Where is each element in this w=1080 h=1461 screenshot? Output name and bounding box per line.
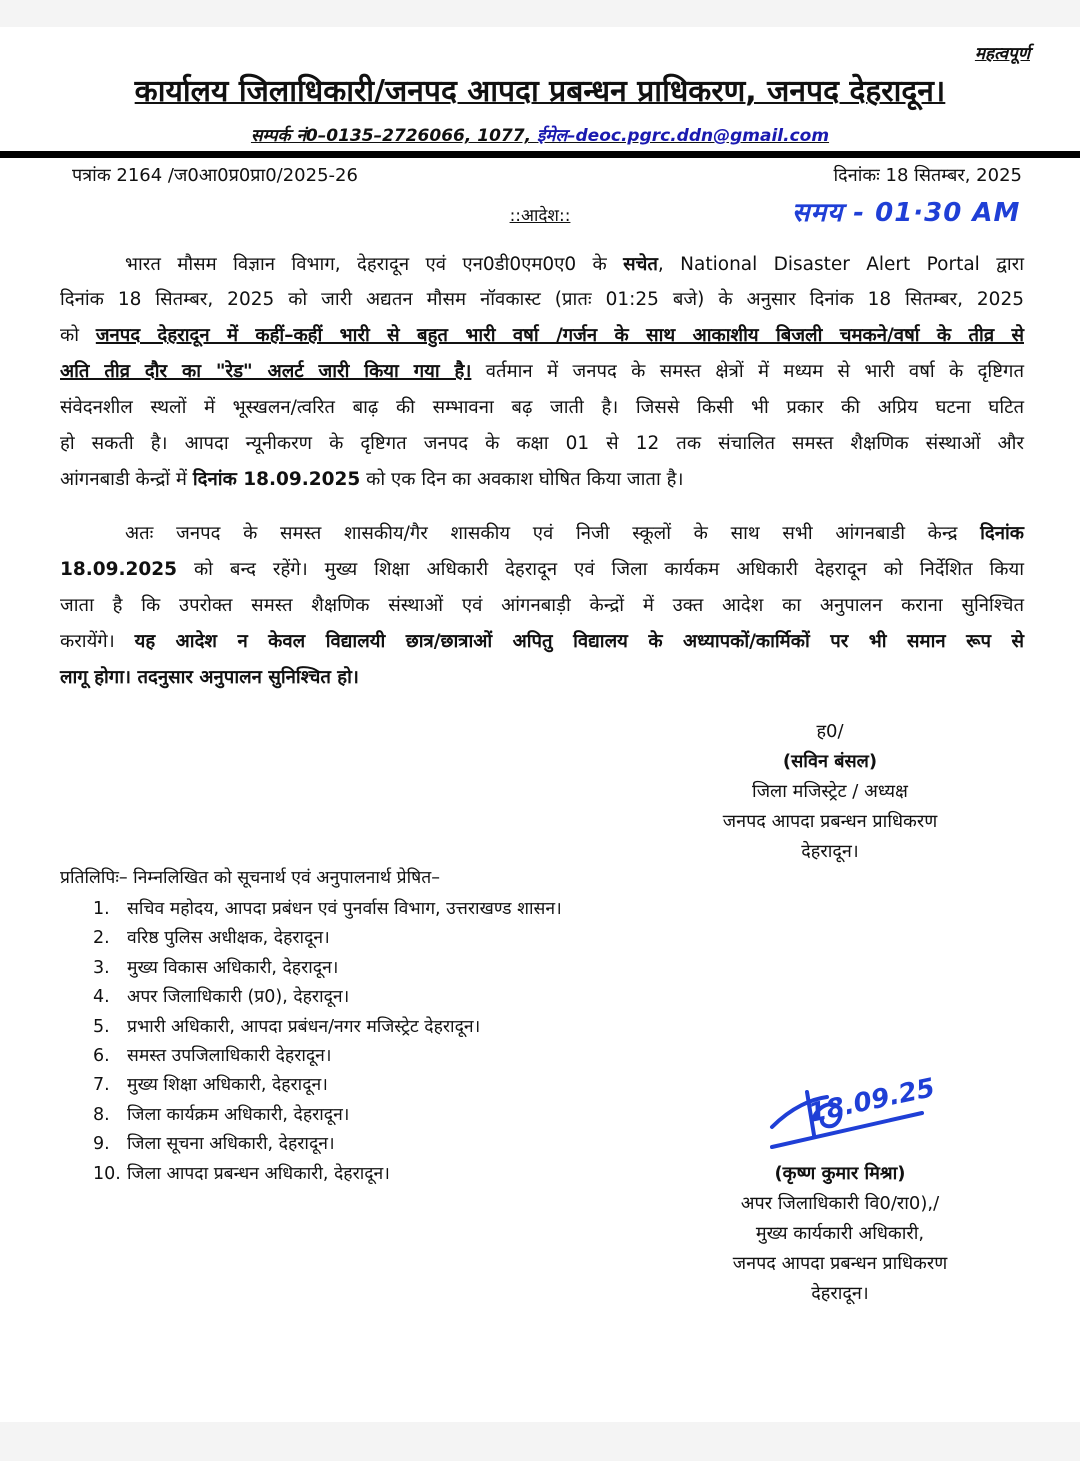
paragraph1-line7: [60, 466, 683, 491]
item-number: 9.: [93, 1134, 110, 1155]
copy-to-item: [93, 924, 562, 953]
paragraph2-line2: [60, 556, 1024, 581]
item-number: 7.: [93, 1075, 110, 1096]
paragraph1-line2: दिनांक 18 सितम्बर, 2025 को जारी अद्यतन मौसम नॉवकास्ट (प्रातः 01:25 बजे) के अनुसार दिनांक 18 सितम्बर, 2025: [60, 289, 1024, 310]
order-heading: ::आदेश::: [509, 206, 571, 226]
item-text: जिला आपदा प्रबन्धन अधिकारी, देहरादून।: [127, 1163, 390, 1184]
copy-to-item: [93, 1160, 562, 1189]
reference-number: पत्रांक 2164 /ज0आ0प्र0प्रा0/2025-26: [72, 165, 358, 186]
paragraph2-line4: [60, 628, 1024, 653]
contact-line: [0, 123, 1080, 146]
text-span: करायेंगे।: [60, 631, 135, 652]
contact-email-link[interactable]: ईमेल–deoc.pgrc.ddn@gmail.com: [536, 126, 830, 146]
paragraph1-line5: संवेदनशील स्थलों में भूस्खलन/त्वरित बाढ़ की सम्भावना बढ़ जाती है। जिससे किसी भी प्रकार की अप्रिय घटना घटित: [60, 397, 1024, 418]
item-text: वरिष्ठ पुलिस अधीक्षक, देहरादून।: [127, 928, 330, 949]
signatory2-designation: अपर जिलाधिकारी वि0/रा0),/: [740, 1193, 940, 1214]
text-span: अतः जनपद के समस्त शासकीय/गैर शासकीय एवं निजी स्कूलों के साथ सभी आंगनबाडी केन्द्र: [125, 523, 981, 544]
red-alert-highlight: अति तीव्र दौर का "रेड" अलर्ट जारी किया गया है।: [60, 361, 472, 382]
paragraph1-line3: [60, 322, 1024, 347]
signatory1-designation: जिला मजिस्ट्रेट / अध्यक्ष: [752, 781, 908, 802]
document-date: दिनांकः 18 सितम्बर, 2025: [833, 165, 1022, 186]
document-page: [0, 27, 1080, 1422]
paragraph2-line1: [125, 520, 1024, 545]
paragraph1-line6: हो सकती है। आपदा न्यूनीकरण के दृष्टिगत जनपद के कक्षा 01 से 12 तक संचालित समस्त शैक्षणिक संस्थाओं और: [60, 433, 1024, 454]
text-span: आंगनबाडी केन्द्रों में: [60, 469, 193, 490]
applicability-note: यह आदेश न केवल विद्यालयी छात्र/छात्राओं अपितु विद्यालय के अध्यापकों/कार्मिकों पर भी समान रूप से: [134, 631, 1024, 652]
item-text: जिला कार्यक्रम अधिकारी, देहरादून।: [127, 1104, 350, 1125]
item-text: अपर जिलाधिकारी (प्र0), देहरादून।: [127, 987, 350, 1008]
copy-to-item: [93, 895, 562, 924]
importance-label: महत्वपूर्ण: [974, 44, 1030, 64]
alert-word: सचेत: [623, 254, 658, 275]
signatory2-authority: जनपद आपदा प्रबन्धन प्राधिकरण: [732, 1253, 948, 1274]
signatory2-block: [680, 1159, 1000, 1309]
item-number: 8.: [93, 1104, 110, 1125]
text-span: को बन्द रहेंगे। मुख्य शिक्षा अधिकारी देहरादून एवं जिला कार्यकम अधिकारी देहरादून को निर्देशित किया: [177, 559, 1024, 580]
signatory1-block: [680, 717, 980, 867]
item-number: 6.: [93, 1046, 110, 1067]
sign-mark: ह0/: [816, 721, 844, 742]
item-text: प्रभारी अधिकारी, आपदा प्रबंधन/नगर मजिस्ट्रेट देहरादून।: [127, 1016, 481, 1037]
office-title: कार्यालय जिलाधिकारी/जनपद आपदा प्रबन्धन प्राधिकरण, जनपद देहरादून।: [134, 74, 946, 109]
text-span: भारत मौसम विज्ञान विभाग, देहरादून एवं एन0डी0एम0ए0 के: [125, 254, 624, 275]
copy-to-list: [93, 895, 562, 1189]
text-span: को एक दिन का अवकाश घोषित किया जाता है।: [360, 469, 684, 490]
item-number: 10.: [93, 1163, 121, 1184]
signatory2-name: (कृष्ण कुमार मिश्रा): [774, 1163, 906, 1184]
copy-to-item: [93, 1101, 562, 1130]
item-number: 5.: [93, 1016, 110, 1037]
text-span: वर्तमान में जनपद के समस्त क्षेत्रों में मध्यम से भारी वर्षा के दृष्टिगत: [471, 361, 1024, 382]
item-text: जिला सूचना अधिकारी, देहरादून।: [127, 1134, 335, 1155]
header-divider: [0, 151, 1080, 158]
closure-date: 18.09.2025: [60, 559, 178, 580]
text-span: , National Disaster Alert Portal द्वारा: [657, 254, 1024, 275]
copy-to-item: [93, 1130, 562, 1159]
paragraph1-line4: [60, 358, 1024, 383]
signatory1-authority: जनपद आपदा प्रबन्धन प्राधिकरण: [722, 811, 938, 832]
paragraph2-line3: जाता है कि उपरोक्त समस्त शैक्षणिक संस्थाओं एवं आंगनबाड़ी केन्द्रों में उक्त आदेश का अनुपालन कराना सुनिश्चित: [60, 595, 1024, 616]
item-number: 2.: [93, 928, 110, 949]
signatory2-place: देहरादून।: [811, 1283, 869, 1304]
holiday-date: दिनांक 18.09.2025: [192, 469, 361, 490]
red-alert-highlight: जनपद देहरादून में कहीं–कहीं भारी से बहुत भारी वर्षा /गर्जन के साथ आकाशीय बिजली चमकने/वर्षा के तीव्र से: [95, 325, 1024, 346]
signatory1-name: (सविन बंसल): [782, 751, 878, 772]
handwritten-sign-date: 18.09.25: [805, 1072, 938, 1129]
copy-to-item: [93, 1071, 562, 1100]
paragraph1-line1: [125, 251, 1024, 276]
item-text: सचिव महोदय, आपदा प्रबंधन एवं पुनर्वास विभाग, उत्तराखण्ड शासन।: [127, 899, 562, 919]
copy-to-item: [93, 954, 562, 983]
handwritten-time-note: समय - 01·30 AM: [792, 198, 1021, 228]
copy-to-item: [93, 1013, 562, 1042]
contact-phone: सम्पर्क नं0–0135–2726066, 1077,: [250, 126, 537, 146]
signatory2-role: मुख्य कार्यकारी अधिकारी,: [755, 1223, 925, 1244]
item-number: 3.: [93, 957, 110, 978]
item-number: 1.: [93, 899, 110, 919]
item-text: मुख्य विकास अधिकारी, देहरादून।: [127, 957, 339, 978]
paragraph2-line5: लागू होगा। तदनुसार अनुपालन सुनिश्चित हो।: [60, 667, 359, 688]
text-span: को: [60, 325, 96, 346]
copy-to-heading: प्रतिलिपिः– निम्नलिखित को सूचनार्थ एवं अनुपालनार्थ प्रेषित–: [60, 868, 440, 888]
signatory1-place: देहरादून।: [801, 841, 859, 862]
date-label: दिनांक: [980, 523, 1024, 544]
item-text: मुख्य शिक्षा अधिकारी, देहरादून।: [127, 1075, 328, 1096]
item-number: 4.: [93, 987, 110, 1008]
copy-to-item: [93, 983, 562, 1012]
item-text: समस्त उपजिलाधिकारी देहरादून।: [127, 1046, 332, 1067]
copy-to-item: [93, 1042, 562, 1071]
